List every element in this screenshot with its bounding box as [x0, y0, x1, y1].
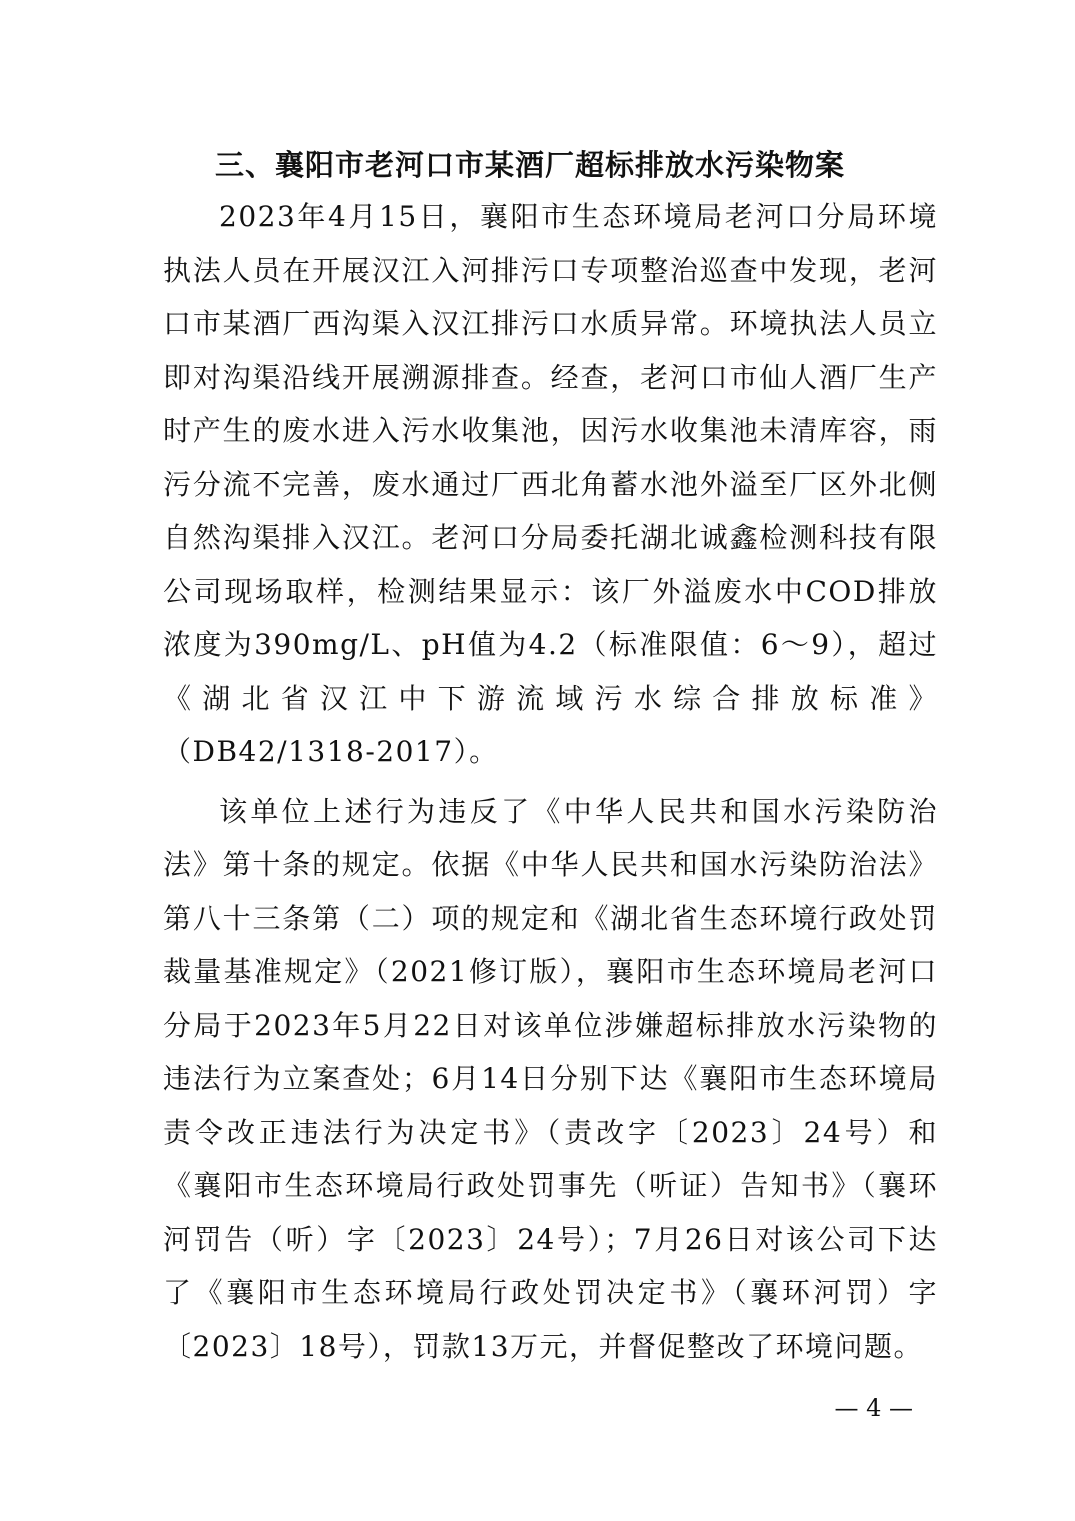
paragraph-penalty-decision: 该单位上述行为违反了《中华人民共和国水污染防治法》第十条的规定。依据《中华人民共和国水污染防治法》第八十三条第（二）项的规定和《湖北省生态环境行政处罚裁量基准规定》（2021修订版），襄阳市生态环境局老河口分局于2023年5月22日对该单位涉嫌超标排放水污染物的违法行为立案查处；6月14日分别下达《襄阳市生态环境局责令改正违法行为决定书》（责改字〔2023〕24号）和《襄阳市生态环境局行政处罚事先（听证）告知书》（襄环河罚告（听）字〔2023〕24号）；7月26日对该公司下达了《襄阳市生态环境局行政处罚决定书》（襄环河罚）字〔2023〕18号），罚款13万元，并督促整改了环境问题。 — [163, 794, 938, 1363]
page-number: — 4 — — [834, 1394, 913, 1422]
body-text — [163, 190, 938, 1373]
paragraph-incident-description: 2023年4月15日，襄阳市生态环境局老河口分局环境执法人员在开展汉江入河排污口专项整治巡查中发现，老河口市某酒厂西沟渠入汉江排污口水质异常。环境执法人员立即对沟渠沿线开展溯源排查。经查，老河口市仙人酒厂生产时产生的废水进入污水收集池，因污水收集池未清库容，雨污分流不完善，废水通过厂西北角蓄水池外溢至厂区外北侧自然沟渠排入汉江。老河口分局委托湖北诚鑫检测科技有限公司现场取样，检测结果显示：该厂外溢废水中COD排放浓度为390mg/L、pH值为4.2（标准限值：6～9），超过《湖北省汉江中下游流域污水综合排放标准》（DB42/1318-2017）。 — [163, 200, 938, 768]
section-heading: 三、襄阳市老河口市某酒厂超标排放水污染物案 — [215, 148, 846, 182]
